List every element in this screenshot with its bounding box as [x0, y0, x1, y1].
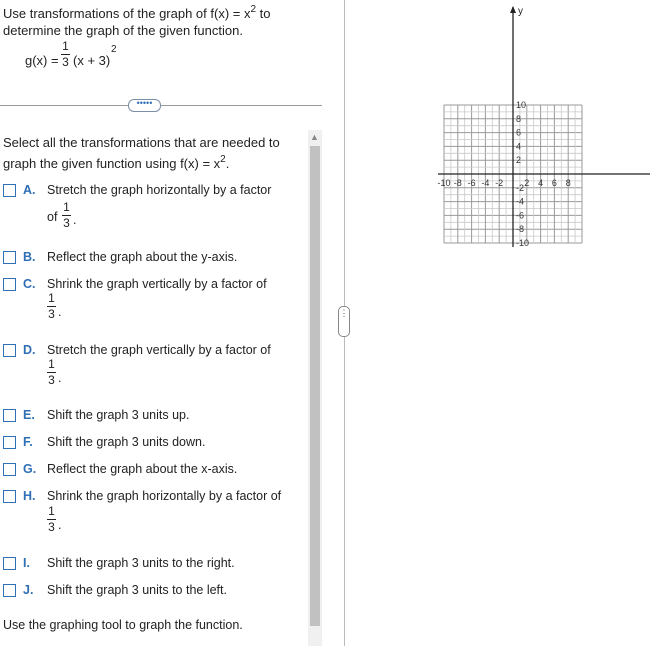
x-tick-label: 4: [538, 178, 544, 188]
y-tick-label: -10: [516, 238, 530, 248]
option-c-fraction: [47, 292, 56, 321]
graph-instructions: Use the graphing tool to graph the function.: [3, 618, 243, 632]
fraction-numerator: 1: [63, 200, 70, 214]
option-c-text: Shrink the graph vertically by a factor of: [47, 277, 267, 291]
fraction-denominator: 3: [62, 55, 69, 69]
y-tick-label: 6: [516, 127, 522, 138]
x-tick-label: -2: [495, 178, 504, 188]
fraction-numerator: 1: [48, 291, 55, 305]
option-j-letter: J.: [23, 583, 34, 597]
option-c-checkbox[interactable]: [3, 278, 16, 291]
y-tick-label: 8: [516, 113, 522, 124]
option-g-checkbox[interactable]: [3, 463, 16, 476]
instructions-line-1: Select all the transformations that are needed to: [3, 135, 280, 150]
option-j-checkbox[interactable]: [3, 584, 16, 597]
scroll-up-arrow-icon[interactable]: ▲: [310, 132, 319, 142]
option-i-letter: I.: [23, 556, 30, 570]
x-tick-label: -4: [481, 178, 490, 188]
option-d-text: Stretch the graph vertically by a factor of: [47, 343, 271, 357]
exponent: 2: [220, 154, 226, 165]
y-axis-label: y: [518, 6, 523, 17]
option-e-text: Shift the graph 3 units up.: [47, 408, 190, 422]
option-g-text: Reflect the graph about the x-axis.: [47, 462, 238, 476]
function-exponent: 2: [111, 44, 117, 55]
x-tick-label: 6: [551, 178, 557, 188]
option-a-text-of: of: [47, 210, 58, 224]
option-f-checkbox[interactable]: [3, 436, 16, 449]
option-h-checkbox[interactable]: [3, 490, 16, 503]
option-h-text: Shrink the graph horizontally by a factor of: [47, 489, 282, 503]
option-a-letter: A.: [23, 183, 36, 197]
option-f-letter: F.: [23, 435, 33, 449]
option-i-checkbox[interactable]: [3, 557, 16, 570]
option-h-letter: H.: [23, 489, 36, 503]
function-name: g(x) =: [25, 53, 59, 68]
option-d-checkbox[interactable]: [3, 344, 16, 357]
x-tick-label: 8: [565, 178, 571, 188]
question-line-1: Use transformations of the graph of $f(x) = x^2$ to: [3, 4, 271, 21]
y-axis-arrow-icon: [510, 6, 516, 13]
option-a-checkbox[interactable]: [3, 184, 16, 197]
function-body: (x + 3): [73, 53, 111, 68]
option-j-text: Shift the graph 3 units to the left.: [47, 583, 227, 597]
function-fraction: [61, 40, 70, 69]
option-a-fraction: [62, 201, 71, 230]
option-d-fraction: [47, 358, 56, 387]
option-d-letter: D.: [23, 343, 36, 357]
y-tick-label: 2: [516, 155, 522, 166]
option-b-letter: B.: [23, 250, 36, 264]
option-h-fraction: [47, 505, 56, 534]
pane-resize-handle[interactable]: [338, 306, 350, 337]
graph-axes: [438, 6, 650, 247]
x-tick-label: -6: [467, 178, 476, 188]
y-tick-label: -6: [516, 210, 525, 221]
y-tick-label: -4: [516, 196, 525, 207]
y-tick-label: -8: [516, 224, 525, 235]
left-scrollbar[interactable]: [308, 130, 322, 646]
option-c-period: .: [58, 305, 62, 319]
option-h-period: .: [58, 518, 62, 532]
handle-dots-icon: ⋮: [339, 308, 349, 318]
fraction-denominator: 3: [48, 520, 55, 534]
fraction-denominator: 3: [48, 307, 55, 321]
coordinate-graph[interactable]: [378, 4, 653, 309]
option-b-text: Reflect the graph about the y-axis.: [47, 250, 238, 264]
y-tick-label: 10: [516, 100, 527, 110]
more-button[interactable]: •••••: [128, 99, 161, 112]
instructions-line-2: graph the given function using $f(x) = x^2$.: [3, 154, 230, 171]
fraction-numerator: 1: [48, 504, 55, 518]
question-line-2: determine the graph of the given function.: [3, 23, 243, 38]
fraction-numerator: 1: [48, 357, 55, 371]
fraction-denominator: 3: [48, 373, 55, 387]
x-tick-label: -8: [453, 178, 462, 188]
option-b-checkbox[interactable]: [3, 251, 16, 264]
option-e-checkbox[interactable]: [3, 409, 16, 422]
y-tick-label: -2: [516, 182, 525, 193]
fraction-numerator: 1: [62, 39, 69, 53]
scrollbar-thumb[interactable]: [310, 146, 320, 626]
option-f-text: Shift the graph 3 units down.: [47, 435, 206, 449]
fraction-denominator: 3: [63, 216, 70, 230]
x-tick-label: -10: [437, 178, 451, 188]
x-tick-label: 2: [524, 178, 530, 188]
x-axis-tick-labels: [437, 178, 570, 188]
exponent: 2: [250, 4, 257, 15]
option-i-text: Shift the graph 3 units to the right.: [47, 556, 235, 570]
option-g-letter: G.: [23, 462, 37, 476]
option-c-letter: C.: [23, 277, 36, 291]
option-d-period: .: [58, 371, 62, 385]
divider: [0, 105, 322, 106]
option-e-letter: E.: [23, 408, 35, 422]
option-a-text: Stretch the graph horizontally by a factor: [47, 183, 272, 197]
option-a-period: .: [73, 213, 77, 227]
y-tick-label: 4: [516, 141, 522, 152]
